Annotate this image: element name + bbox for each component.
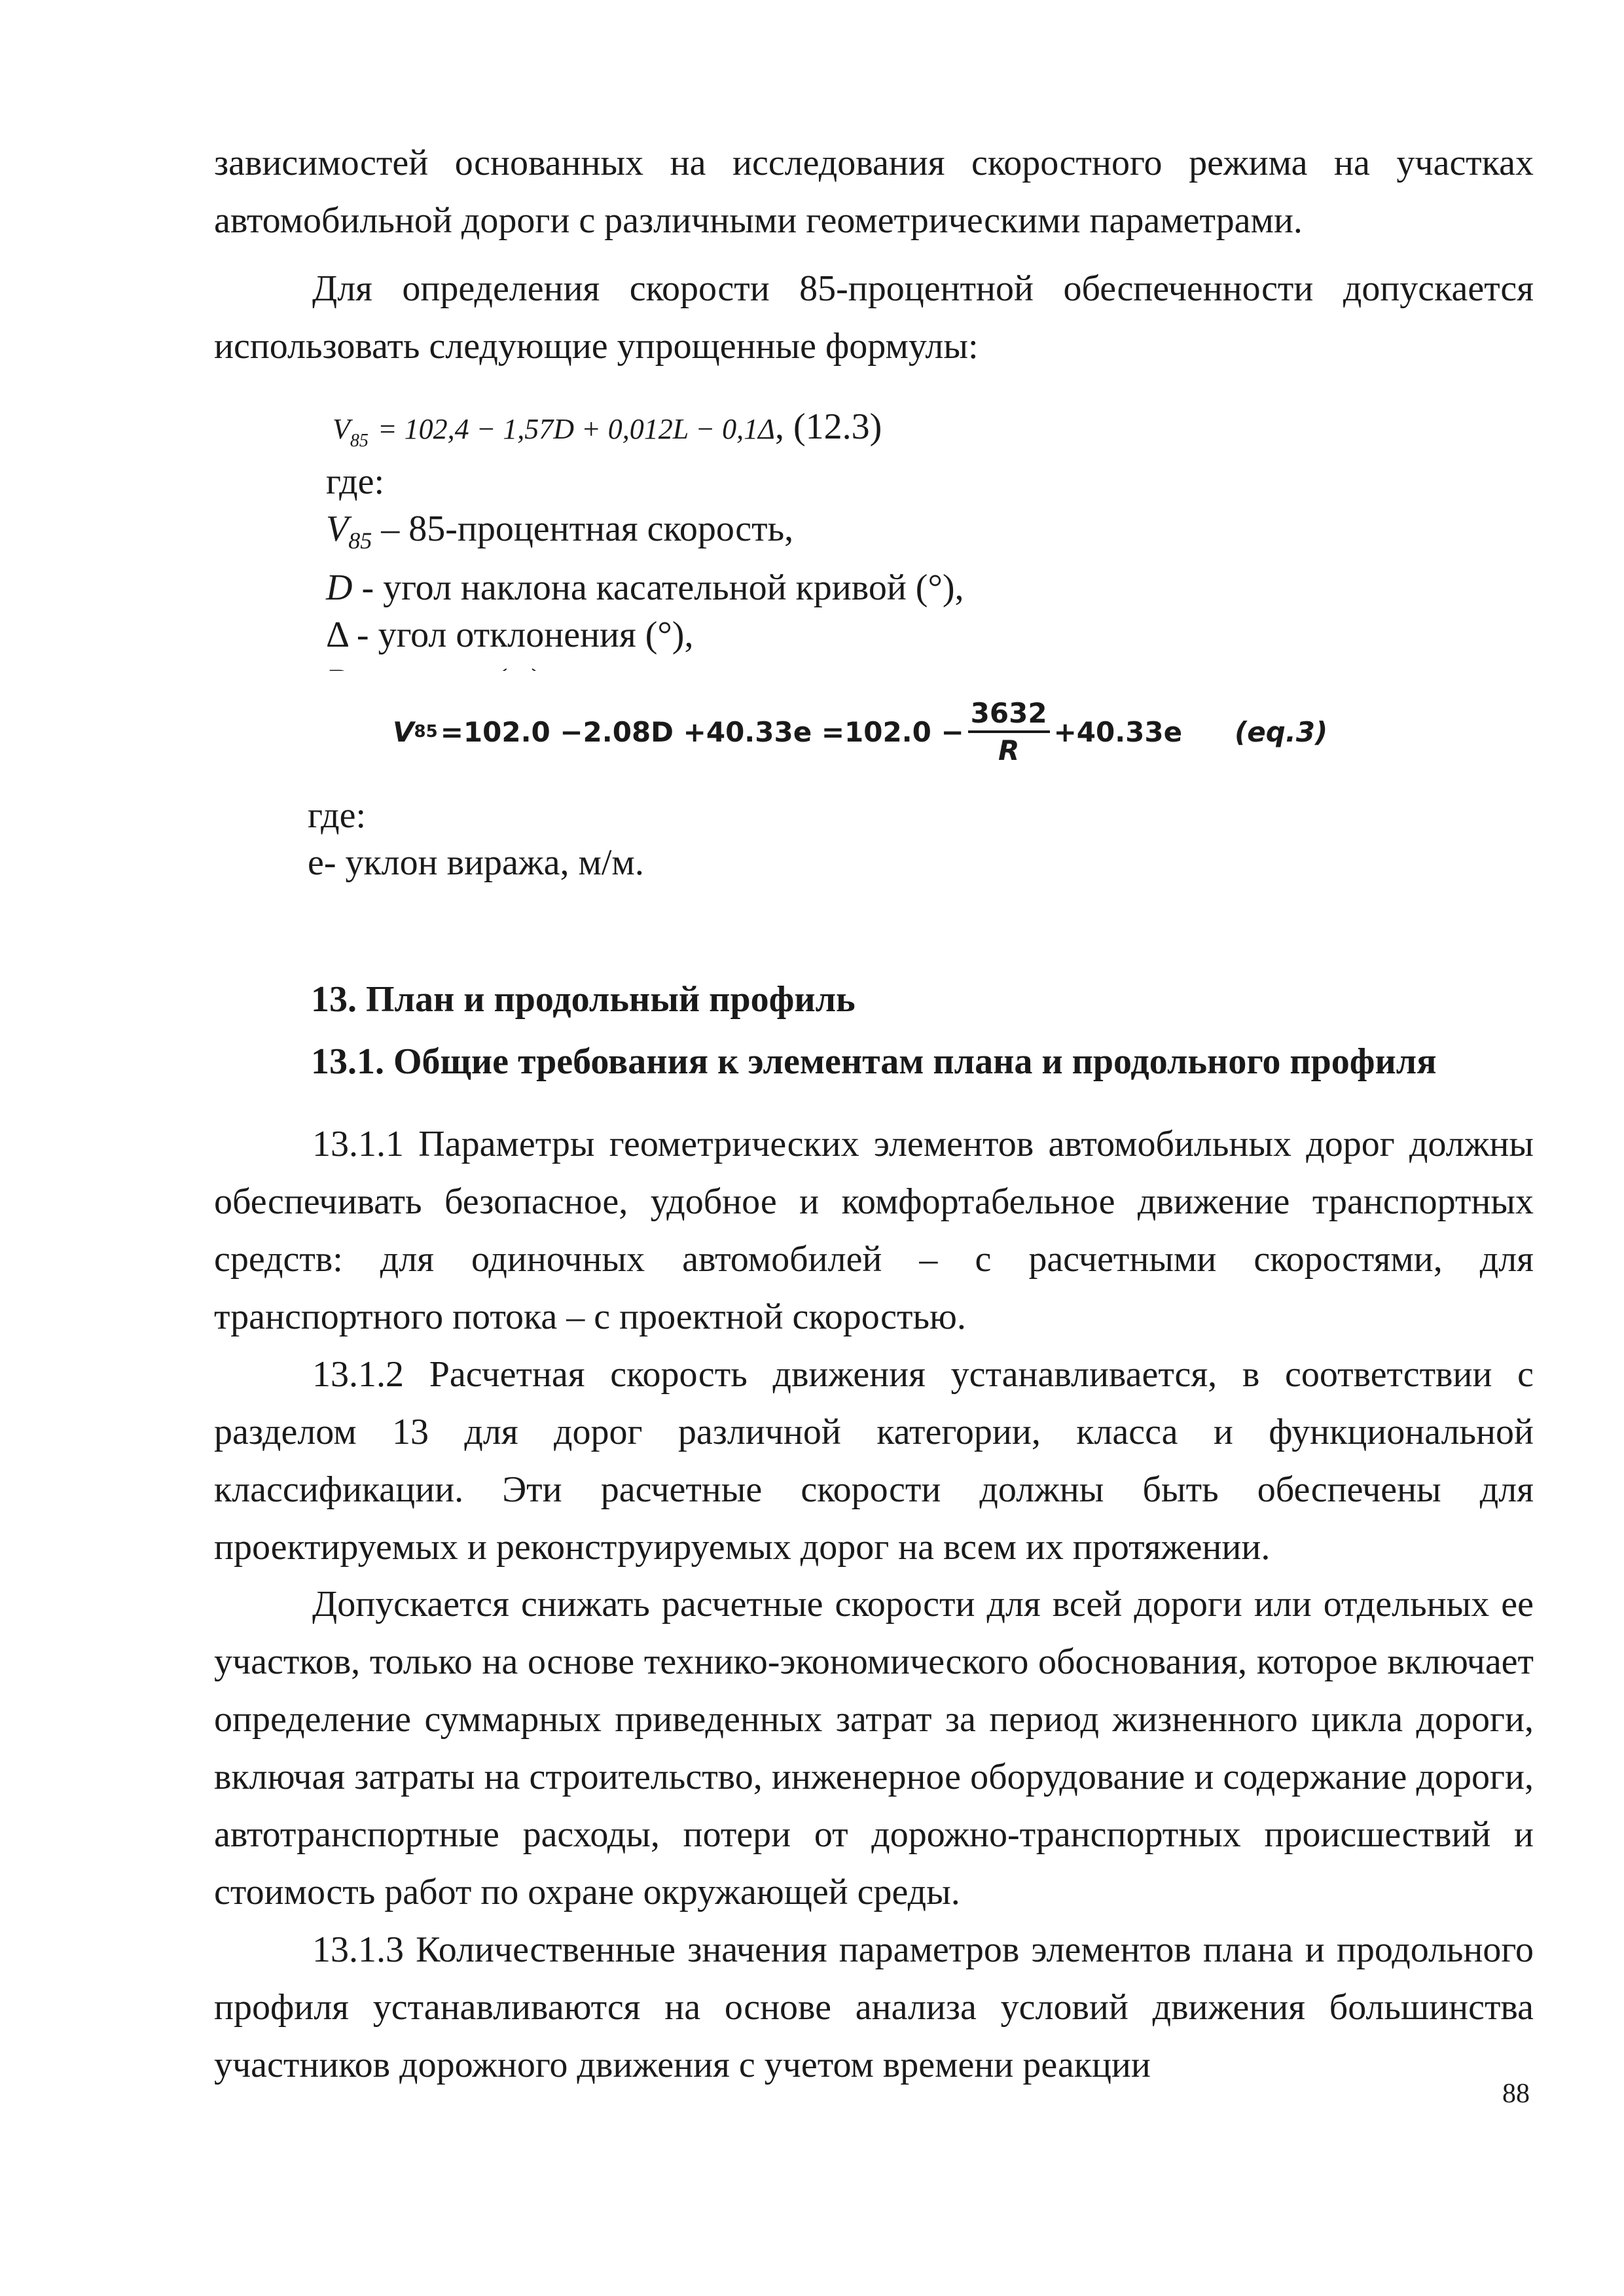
paragraph-reduce-speed: Допускается снижать расчетные скорости для всей дороги или отдельных ее участков, только на основе технико-экономического обоснования, которое включает определение суммарных приведенных затрат за период жизненного цикла дороги, включая затраты на строительство, инженерное оборудование и содержание дороги, автотранспортные расходы, потери от дорожно-транспортных происшествий и стоимость работ по охране окружающей среды. [214, 1584, 1534, 1912]
formula-eq3-image [314, 671, 1407, 792]
legend-formula-12-3 [326, 458, 964, 706]
formula-12-3: $V_{85} = 102,4 - 1,57D + 0,012L - 0,1\Delta$, (12.3) [333, 406, 882, 452]
paragraph-13-1-1: 13.1.1 Параметры геометрических элементов автомобильных дорог должны обеспечивать безопасное, удобное и комфортабельное движение транспортных средств: для одиночных автомобилей – с расчетными скоростями, для транспортного потока – с проектной скоростью. [214, 1124, 1534, 1337]
paragraph-13-1-2: 13.1.2 Расчетная скорость движения устанавливается, в соответствии с разделом 13 для дорог различной категории, класса и функциональной классификации. Эти расчетные скорости должны быть обеспечены для проектируемых и реконструируемых дорог на всем их протяжении. [214, 1354, 1534, 1568]
section-heading-13-1: 13.1. Общие требования к элементам плана и продольного профиля [311, 1041, 1437, 1082]
legend-delta: Δ - угол отклонения (°), [326, 615, 694, 656]
legend-eq3 [308, 792, 644, 886]
section-heading-13: 13. План и продольный профиль [311, 979, 856, 1020]
legend-where: где: [326, 461, 385, 502]
legend-d: D - угол наклона касательной кривой (°), [326, 567, 964, 609]
paragraph-13-1-3: 13.1.3 Количественные значения параметров элементов плана и продольного профиля устанавливаются на основе анализа условий движения большинства участников дорожного движения с учетом времени реакции [214, 1929, 1534, 2085]
fraction: $\frac{3632}{R}$ [968, 697, 1050, 766]
legend-e: е- уклон виража, м/м. [308, 842, 644, 883]
legend-v85: $V_{85}$ – 85-процентная скорость, [326, 509, 794, 554]
paragraph-intro: зависимостей основанных на исследования скоростного режима на участках автомобильной дороги с различными геометрическими параметрами. [214, 143, 1534, 241]
formula-eq3: V 85 =102.0 −2.08D +40.33e =102.0 − $\frac{3632}{R}$ +40.33e (eq.3) [393, 697, 1328, 766]
formula-12-3-expression: = 102,4 − 1,57D + 0,012L − 0,1Δ [377, 413, 775, 445]
page-number: 88 [1502, 2079, 1530, 2109]
legend-where-2: где: [308, 795, 367, 836]
formula-12-3-label: , (12.3) [774, 406, 882, 447]
paragraph-v85-intro: Для определения скорости 85-процентной обеспеченности допускается использовать следующие упрощенные формулы: [214, 268, 1534, 367]
